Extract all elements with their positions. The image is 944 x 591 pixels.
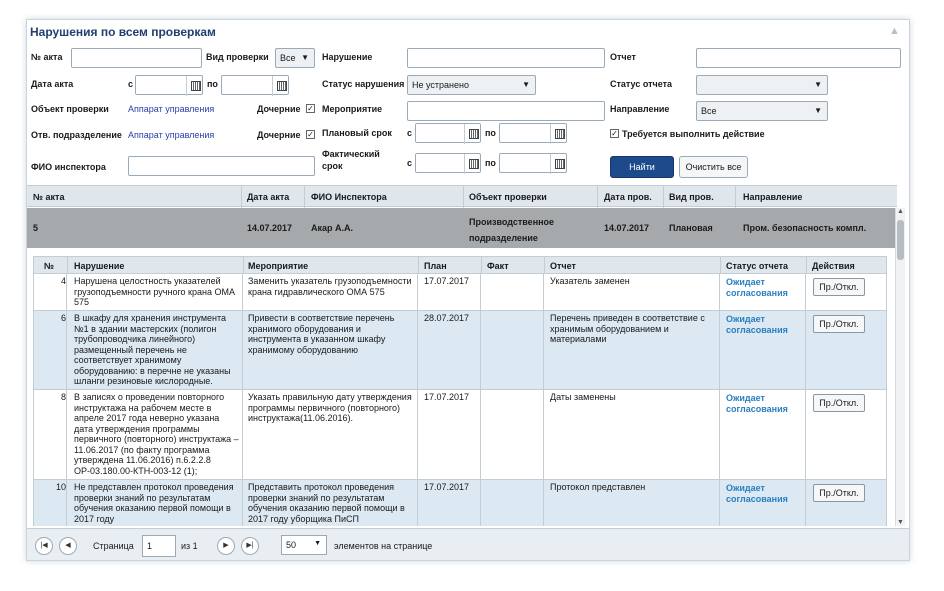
col-divider bbox=[597, 186, 598, 208]
window-title: Нарушения по всем проверкам bbox=[30, 25, 216, 39]
col-divider bbox=[719, 274, 720, 310]
col-divider bbox=[417, 311, 418, 389]
col-divider bbox=[735, 186, 736, 208]
col-divider bbox=[806, 257, 807, 273]
subsidiary2-checkbox[interactable]: ✓ bbox=[307, 130, 314, 139]
col-divider bbox=[417, 390, 418, 479]
col-divider bbox=[242, 311, 243, 389]
status-badge: Ожидает согласования bbox=[726, 314, 788, 335]
col-divider bbox=[481, 257, 482, 273]
col-divider bbox=[805, 274, 806, 310]
chevron-down-icon: ▼ bbox=[314, 540, 321, 547]
first-page-icon[interactable]: |◀ bbox=[35, 537, 53, 555]
row-inspector: Акар А.А. bbox=[311, 223, 354, 233]
col-divider bbox=[463, 186, 464, 208]
subgrid-header bbox=[33, 256, 887, 274]
object-link[interactable]: Аппарат управления bbox=[128, 104, 215, 114]
page-size-select[interactable] bbox=[281, 535, 327, 555]
row-direction: Пром. безопасность компл. bbox=[743, 223, 867, 233]
plan-from-input[interactable] bbox=[415, 123, 481, 143]
col-divider bbox=[719, 390, 720, 479]
col-object[interactable]: Объект проверки bbox=[469, 192, 547, 202]
check-type-value: Все bbox=[280, 53, 296, 63]
cell-report: Перечень приведен в соответствие с хранимым оборудованием и материалами bbox=[550, 313, 705, 344]
acts-grid-row[interactable] bbox=[27, 208, 897, 248]
chevron-down-icon: ▼ bbox=[522, 80, 530, 89]
report-status-label: Статус отчета bbox=[610, 79, 673, 89]
act-date-from-input[interactable] bbox=[135, 75, 203, 95]
status-badge: Ожидает согласования bbox=[726, 277, 788, 298]
col-divider bbox=[805, 390, 806, 479]
col-divider bbox=[418, 257, 419, 273]
scroll-thumb[interactable] bbox=[897, 220, 904, 260]
acts-grid-header bbox=[27, 185, 897, 207]
cell-plan: 17.07.2017 bbox=[424, 482, 470, 492]
measure-input[interactable] bbox=[407, 101, 605, 121]
cell-plan: 17.07.2017 bbox=[424, 392, 470, 402]
violation-input[interactable] bbox=[407, 48, 605, 68]
act-no-label: № акта bbox=[31, 52, 63, 62]
report-input[interactable] bbox=[696, 48, 901, 68]
direction-label: Направление bbox=[610, 104, 670, 114]
calendar-icon[interactable] bbox=[272, 76, 288, 96]
filter-panel bbox=[27, 48, 910, 188]
page-input[interactable]: 1 bbox=[142, 535, 176, 557]
actual-to-label: по bbox=[485, 158, 496, 168]
col-divider bbox=[543, 311, 544, 389]
cell-violation: В шкафу для хранения инструмента №1 в здании мастерских (полигон трубопроводчика линейного) размещенный перечень не соответствует хранимому оборудованию: в перечне не указаны шланги резиновые кислородные. bbox=[74, 313, 231, 386]
chevron-down-icon: ▼ bbox=[301, 53, 309, 62]
vertical-scrollbar[interactable] bbox=[895, 208, 905, 526]
plan-from-label: с bbox=[407, 128, 413, 138]
approve-reject-button[interactable]: Пр./Откл. bbox=[813, 484, 865, 502]
prev-page-icon[interactable]: ◀ bbox=[59, 537, 77, 555]
pager bbox=[27, 528, 910, 561]
col-divider bbox=[543, 390, 544, 479]
col-divider bbox=[304, 186, 305, 208]
chevron-down-icon: ▼ bbox=[814, 80, 822, 89]
sub-col-report[interactable]: Отчет bbox=[550, 261, 576, 271]
act-date-from-label: с bbox=[128, 79, 134, 89]
subsidiary-label: Дочерние bbox=[257, 104, 301, 114]
act-date-to-label: по bbox=[207, 79, 218, 89]
col-divider bbox=[805, 480, 806, 526]
sub-col-no[interactable]: № bbox=[44, 261, 55, 271]
col-act-date[interactable]: Дата акта bbox=[247, 192, 290, 202]
direction-value: Все bbox=[701, 106, 717, 116]
cell-measure: Заменить указатель грузоподъемности крана гидравлического ОМА 575 bbox=[248, 276, 412, 297]
actual-from-label: с bbox=[407, 158, 413, 168]
col-divider bbox=[480, 274, 481, 310]
last-page-icon[interactable]: ▶| bbox=[241, 537, 259, 555]
cell-report: Даты заменены bbox=[550, 392, 616, 402]
row-check-type: Плановая bbox=[669, 223, 713, 233]
page-size-label: элементов на странице bbox=[334, 541, 433, 551]
col-divider bbox=[242, 390, 243, 479]
sub-col-plan[interactable]: План bbox=[424, 261, 447, 271]
subsidiary-checkbox[interactable]: ✓ bbox=[307, 104, 314, 113]
subsidiary2-label: Дочерние bbox=[257, 130, 301, 140]
act-no-input[interactable] bbox=[71, 48, 202, 68]
sub-col-fact[interactable]: Факт bbox=[487, 261, 509, 271]
col-divider bbox=[480, 311, 481, 389]
col-divider bbox=[480, 480, 481, 526]
object-label: Объект проверки bbox=[31, 104, 109, 114]
violation-status-select[interactable] bbox=[407, 75, 536, 95]
col-divider bbox=[417, 480, 418, 526]
approve-reject-button[interactable]: Пр./Откл. bbox=[813, 394, 865, 412]
col-divider bbox=[242, 480, 243, 526]
subgrid-row[interactable] bbox=[33, 480, 887, 526]
sub-col-actions[interactable]: Действия bbox=[812, 261, 855, 271]
scroll-down-icon[interactable]: ▼ bbox=[897, 519, 904, 526]
calendar-icon[interactable] bbox=[186, 76, 202, 96]
col-divider bbox=[544, 257, 545, 273]
cell-plan: 28.07.2017 bbox=[424, 313, 470, 323]
calendar-icon[interactable] bbox=[550, 124, 566, 144]
cell-plan: 17.07.2017 bbox=[424, 276, 470, 286]
calendar-icon[interactable] bbox=[550, 154, 566, 174]
plan-deadline-label: Плановый срок bbox=[322, 128, 392, 138]
col-divider bbox=[805, 311, 806, 389]
col-act-no[interactable]: № акта bbox=[33, 192, 65, 202]
report-label: Отчет bbox=[610, 52, 636, 62]
page-label: Страница bbox=[93, 541, 134, 551]
col-inspector[interactable]: ФИО Инспектора bbox=[311, 192, 387, 202]
approve-reject-button[interactable]: Пр./Откл. bbox=[813, 315, 865, 333]
sub-col-measure[interactable]: Мероприятие bbox=[248, 261, 309, 271]
scroll-up-icon[interactable]: ▲ bbox=[897, 208, 904, 215]
col-divider bbox=[67, 257, 68, 273]
cell-report: Указатель заменен bbox=[550, 276, 630, 286]
pin-icon[interactable]: ▲ bbox=[889, 25, 900, 37]
page-size-value: 50 bbox=[286, 540, 297, 550]
next-page-icon[interactable]: ▶ bbox=[217, 537, 235, 555]
page-of-label: из 1 bbox=[181, 541, 198, 551]
cell-measure: Привести в соответствие перечень хранимого оборудования и инструмента в указанном шкафу хранимому оборудованию bbox=[248, 313, 395, 355]
col-divider bbox=[66, 311, 67, 389]
check-type-label: Вид проверки bbox=[206, 52, 269, 62]
action-required-label: Требуется выполнить действие bbox=[622, 129, 765, 139]
cell-violation: Не представлен протокол проведения проверки знаний по результатам обучения оказанию первой помощи в 2017 году bbox=[74, 482, 234, 524]
actual-from-input[interactable] bbox=[415, 153, 481, 173]
cell-measure: Указать правильную дату утверждения программы первичного (повторного) инструктажа(11.06.2016). bbox=[248, 392, 412, 423]
violation-status-label: Статус нарушения bbox=[322, 79, 405, 89]
cell-no: 8 bbox=[60, 392, 66, 402]
violations-subgrid bbox=[33, 256, 887, 526]
col-divider bbox=[66, 480, 67, 526]
violation-label: Нарушение bbox=[322, 52, 373, 62]
chevron-down-icon: ▼ bbox=[814, 106, 822, 115]
clear-all-button[interactable]: Очистить все bbox=[679, 156, 748, 178]
col-check-type[interactable]: Вид пров. bbox=[669, 192, 714, 202]
row-check-date: 14.07.2017 bbox=[604, 223, 650, 233]
plan-to-label: по bbox=[485, 128, 496, 138]
col-divider bbox=[242, 274, 243, 310]
calendar-icon[interactable] bbox=[464, 154, 480, 174]
status-badge: Ожидает согласования bbox=[726, 393, 788, 414]
actual-to-input[interactable] bbox=[499, 153, 567, 173]
subgrid-row[interactable] bbox=[33, 274, 887, 311]
check-type-select[interactable] bbox=[275, 48, 315, 68]
find-button[interactable]: Найти bbox=[610, 156, 674, 178]
col-check-date[interactable]: Дата пров. bbox=[604, 192, 652, 202]
col-divider bbox=[719, 480, 720, 526]
row-act-date: 14.07.2017 bbox=[247, 223, 293, 233]
subgrid-row[interactable] bbox=[33, 390, 887, 480]
cell-measure: Представить протокол проведения проверки знаний по результатам обучения оказанию первой помощи в 2017 году уборщика ПиСП bbox=[248, 482, 405, 524]
cell-no: 10 bbox=[55, 482, 66, 492]
calendar-icon[interactable] bbox=[464, 124, 480, 144]
cell-violation: В записях о проведении повторного инструктажа на рабочем месте в апреле 2017 года неверно указана дата утверждения программы первичного (повторного) инструктажа – 11.06.2017 (по факту программа утверждена 11.06.2016) п.6.2.2.8 ОР-03.180.00-КТН-003-12 (1); bbox=[74, 392, 239, 476]
status-badge: Ожидает согласования bbox=[726, 483, 788, 504]
col-divider bbox=[480, 390, 481, 479]
violations-window bbox=[26, 19, 910, 561]
sub-col-violation[interactable]: Нарушение bbox=[74, 261, 125, 271]
plan-to-input[interactable] bbox=[499, 123, 567, 143]
direction-select[interactable] bbox=[696, 101, 828, 121]
sub-col-status[interactable]: Статус отчета bbox=[726, 261, 789, 271]
action-required-checkbox[interactable]: ✓ bbox=[611, 129, 618, 138]
col-divider bbox=[66, 274, 67, 310]
approve-reject-button[interactable]: Пр./Откл. bbox=[813, 278, 865, 296]
col-divider bbox=[719, 311, 720, 389]
col-divider bbox=[417, 274, 418, 310]
cell-no: 6 bbox=[60, 313, 66, 323]
title-bar bbox=[27, 20, 909, 42]
col-direction[interactable]: Направление bbox=[743, 192, 803, 202]
col-divider bbox=[241, 186, 242, 208]
row-act-no: 5 bbox=[33, 223, 39, 233]
col-divider bbox=[543, 274, 544, 310]
row-object: Производственное подразделение bbox=[469, 217, 555, 243]
dept-link[interactable]: Аппарат управления bbox=[128, 130, 215, 140]
col-divider bbox=[663, 186, 664, 208]
subgrid-row[interactable] bbox=[33, 311, 887, 390]
measure-label: Мероприятие bbox=[322, 104, 383, 114]
actual-deadline-label: Фактический срок bbox=[322, 149, 380, 171]
col-divider bbox=[720, 257, 721, 273]
act-date-to-input[interactable] bbox=[221, 75, 289, 95]
col-divider bbox=[243, 257, 244, 273]
col-divider bbox=[543, 480, 544, 526]
cell-no: 4 bbox=[60, 276, 66, 286]
cell-violation: Нарушена целостность указателей грузоподъемности ручного крана ОМА 575 bbox=[74, 276, 235, 307]
violation-status-value: Не устранено bbox=[412, 80, 469, 90]
report-status-select[interactable] bbox=[696, 75, 828, 95]
inspector-input[interactable] bbox=[128, 156, 315, 176]
dept-label: Отв. подразделение bbox=[31, 130, 122, 140]
act-date-label: Дата акта bbox=[31, 79, 74, 89]
inspector-label: ФИО инспектора bbox=[31, 162, 106, 172]
cell-report: Протокол представлен bbox=[550, 482, 646, 492]
col-divider bbox=[66, 390, 67, 479]
